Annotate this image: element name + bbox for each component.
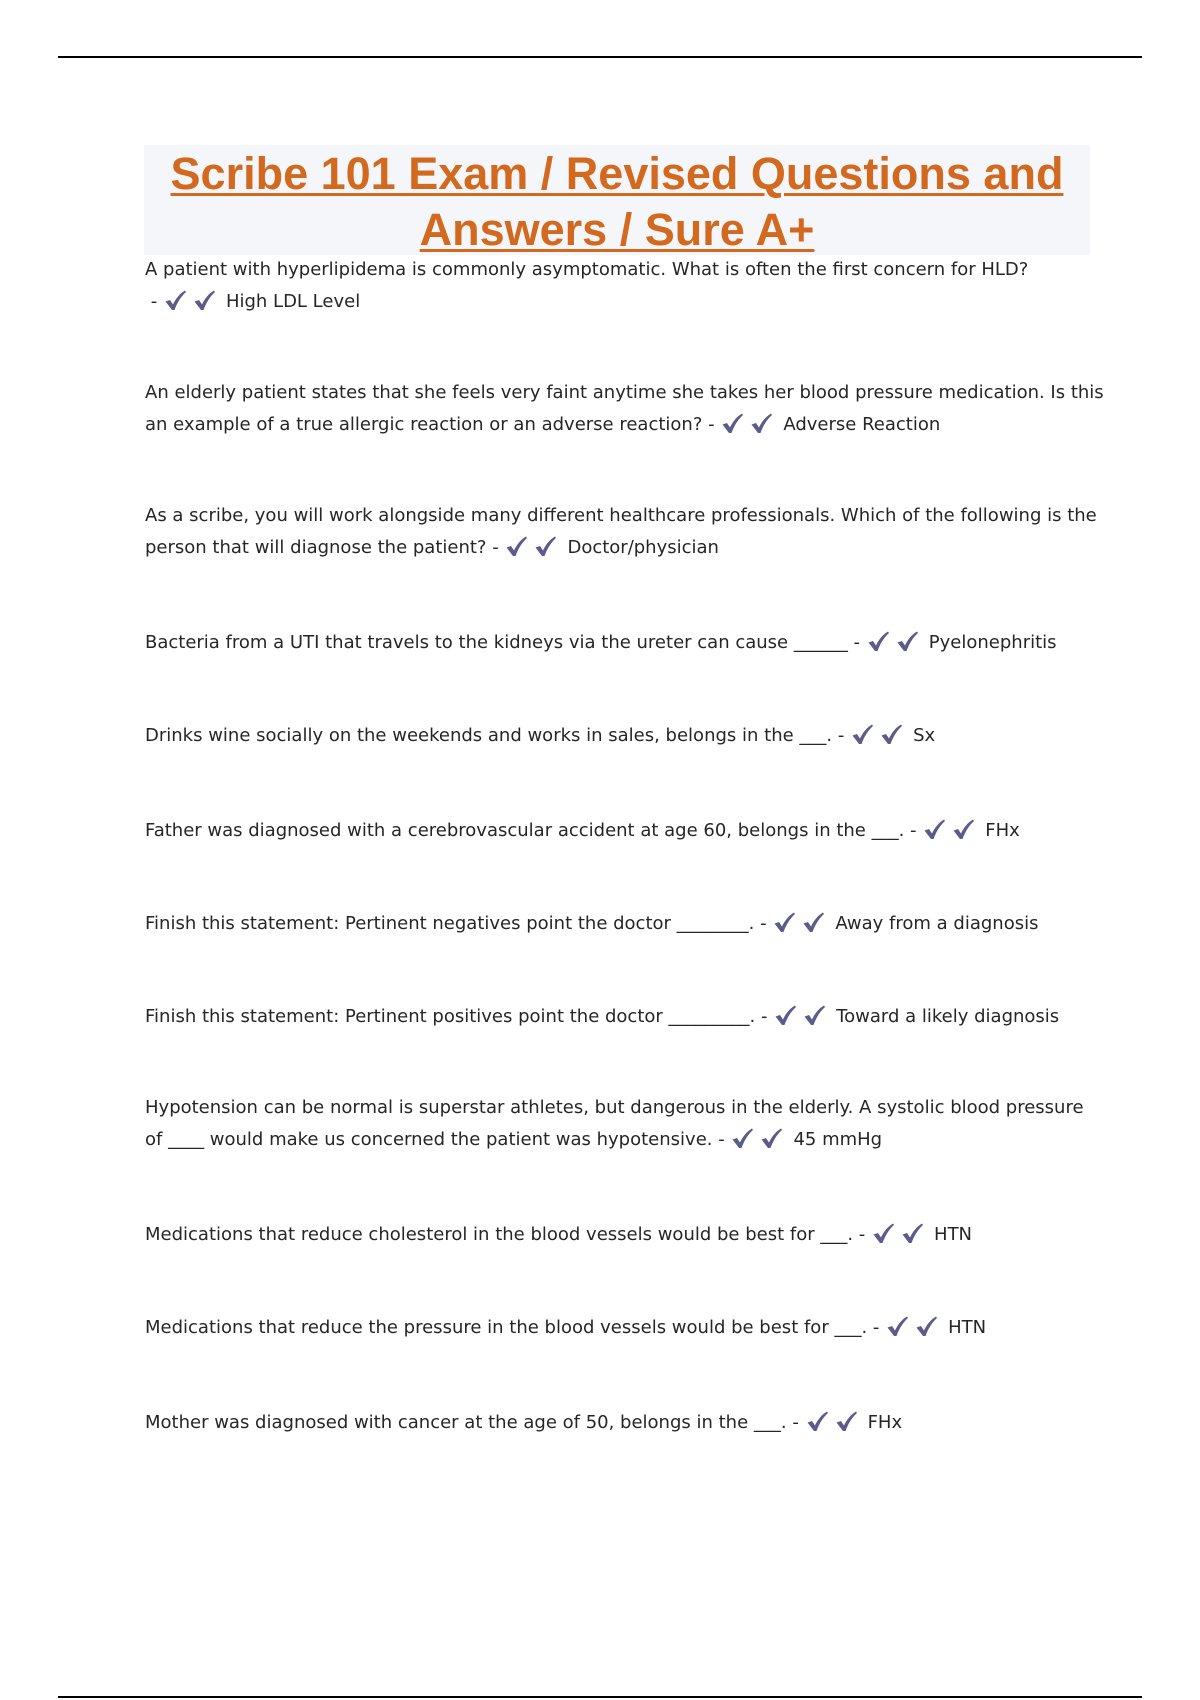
answer-checkmarks	[730, 1124, 788, 1156]
answer-checkmarks	[772, 908, 830, 940]
check-icon	[805, 1410, 829, 1432]
check-icon	[914, 1315, 938, 1337]
question-text: A patient with hyperlipidema is commonly asymptomatic. What is often the first concern for HLD?	[145, 259, 1029, 280]
check-icon	[759, 1127, 783, 1149]
check-icon	[871, 1222, 895, 1244]
top-rule	[58, 56, 1142, 58]
qa-item: Hypotension can be normal is superstar athletes, but dangerous in the elderly. A systolic blood pressure of ____ would make us concerned the patient was hypotensive. - 45 mmHg	[145, 1092, 1105, 1156]
check-icon	[834, 1410, 858, 1432]
answer-checkmarks	[773, 1001, 831, 1033]
answer-checkmarks	[805, 1407, 863, 1439]
check-icon	[802, 1004, 826, 1026]
bottom-rule	[58, 1696, 1142, 1698]
check-icon	[951, 818, 975, 840]
question-text: Medications that reduce cholesterol in the blood vessels would be best for ___.	[145, 1224, 854, 1245]
check-icon	[866, 630, 890, 652]
check-icon	[749, 412, 773, 434]
answer-checkmarks	[163, 286, 221, 318]
answer-checkmarks	[504, 532, 562, 564]
check-icon	[900, 1222, 924, 1244]
qa-item: Mother was diagnosed with cancer at the age of 50, belongs in the ___. - FHx	[145, 1407, 1105, 1439]
qa-item: Finish this statement: Pertinent positives point the doctor _________. - Toward a likely diagnosis	[145, 1001, 1105, 1033]
qa-item: Finish this statement: Pertinent negatives point the doctor ________. - Away from a diagnosis	[145, 908, 1105, 940]
answer-text: FHx	[867, 1412, 903, 1433]
check-icon	[730, 1127, 754, 1149]
check-icon	[720, 412, 744, 434]
question-text: Drinks wine socially on the weekends and works in sales, belongs in the ___.	[145, 725, 833, 746]
question-text: Hypotension can be normal is superstar athletes, but dangerous in the elderly. A systolic blood pressure of ____ would make us concerned the patient was hypotensive.	[145, 1097, 1084, 1150]
answer-checkmarks	[885, 1312, 943, 1344]
answer-checkmarks	[922, 815, 980, 847]
qa-item: Medications that reduce cholesterol in the blood vessels would be best for ___. - HTN	[145, 1219, 1105, 1251]
answer-checkmarks	[720, 409, 778, 441]
question-text: An elderly patient states that she feels very faint anytime she takes her blood pressure medication. Is this an example of a true allergic reaction or an adverse reaction?	[145, 382, 1104, 435]
answer-text: Pyelonephritis	[928, 632, 1057, 653]
answer-text: HTN	[934, 1224, 973, 1245]
check-icon	[533, 535, 557, 557]
qa-item: An elderly patient states that she feels very faint anytime she takes her blood pressure medication. Is this an example of a true allergic reaction or an adverse reaction? - Adverse Reaction	[145, 377, 1105, 441]
check-icon	[163, 289, 187, 311]
question-text: Finish this statement: Pertinent negatives point the doctor ________.	[145, 913, 755, 934]
qa-item: Bacteria from a UTI that travels to the kidneys via the ureter can cause ______ - Pyelonephritis	[145, 627, 1105, 659]
answer-checkmarks	[866, 627, 924, 659]
answer-text: 45 mmHg	[793, 1129, 883, 1150]
answer-text: Doctor/physician	[567, 537, 719, 558]
check-icon	[922, 818, 946, 840]
qa-item: Medications that reduce the pressure in the blood vessels would be best for ___. - HTN	[145, 1312, 1105, 1344]
answer-checkmarks	[871, 1219, 929, 1251]
answer-text: Sx	[913, 725, 936, 746]
qa-item: A patient with hyperlipidema is commonly asymptomatic. What is often the first concern for HLD? - High LDL Level	[145, 254, 1105, 318]
question-text: Father was diagnosed with a cerebrovascular accident at age 60, belongs in the ___.	[145, 820, 905, 841]
question-text: Medications that reduce the pressure in the blood vessels would be best for ___.	[145, 1317, 868, 1338]
question-text: Finish this statement: Pertinent positives point the doctor _________.	[145, 1006, 756, 1027]
qa-item: Drinks wine socially on the weekends and works in sales, belongs in the ___. - Sx	[145, 720, 1105, 752]
check-icon	[879, 723, 903, 745]
answer-checkmarks	[850, 720, 908, 752]
answer-text: HTN	[948, 1317, 987, 1338]
answer-text: Away from a diagnosis	[835, 913, 1039, 934]
answer-text: Adverse Reaction	[783, 414, 941, 435]
answer-text: FHx	[985, 820, 1020, 841]
question-text: Mother was diagnosed with cancer at the age of 50, belongs in the ___.	[145, 1412, 787, 1433]
check-icon	[885, 1315, 909, 1337]
question-text: Bacteria from a UTI that travels to the kidneys via the ureter can cause ______	[145, 632, 848, 653]
document-title: Scribe 101 Exam / Revised Questions and Answers / Sure A+	[170, 148, 1064, 255]
check-icon	[850, 723, 874, 745]
question-text: As a scribe, you will work alongside many different healthcare professionals. Which of the following is the person that will diagnose the patient?	[145, 505, 1097, 558]
answer-text: High LDL Level	[225, 291, 361, 312]
check-icon	[192, 289, 216, 311]
check-icon	[504, 535, 528, 557]
answer-text: Toward a likely diagnosis	[836, 1006, 1060, 1027]
check-icon	[772, 911, 796, 933]
check-icon	[895, 630, 919, 652]
qa-item: As a scribe, you will work alongside many different healthcare professionals. Which of the following is the person that will diagnose the patient? - Doctor/physician	[145, 500, 1105, 564]
check-icon	[773, 1004, 797, 1026]
check-icon	[801, 911, 825, 933]
qa-item: Father was diagnosed with a cerebrovascular accident at age 60, belongs in the ___. - FHx	[145, 815, 1105, 847]
